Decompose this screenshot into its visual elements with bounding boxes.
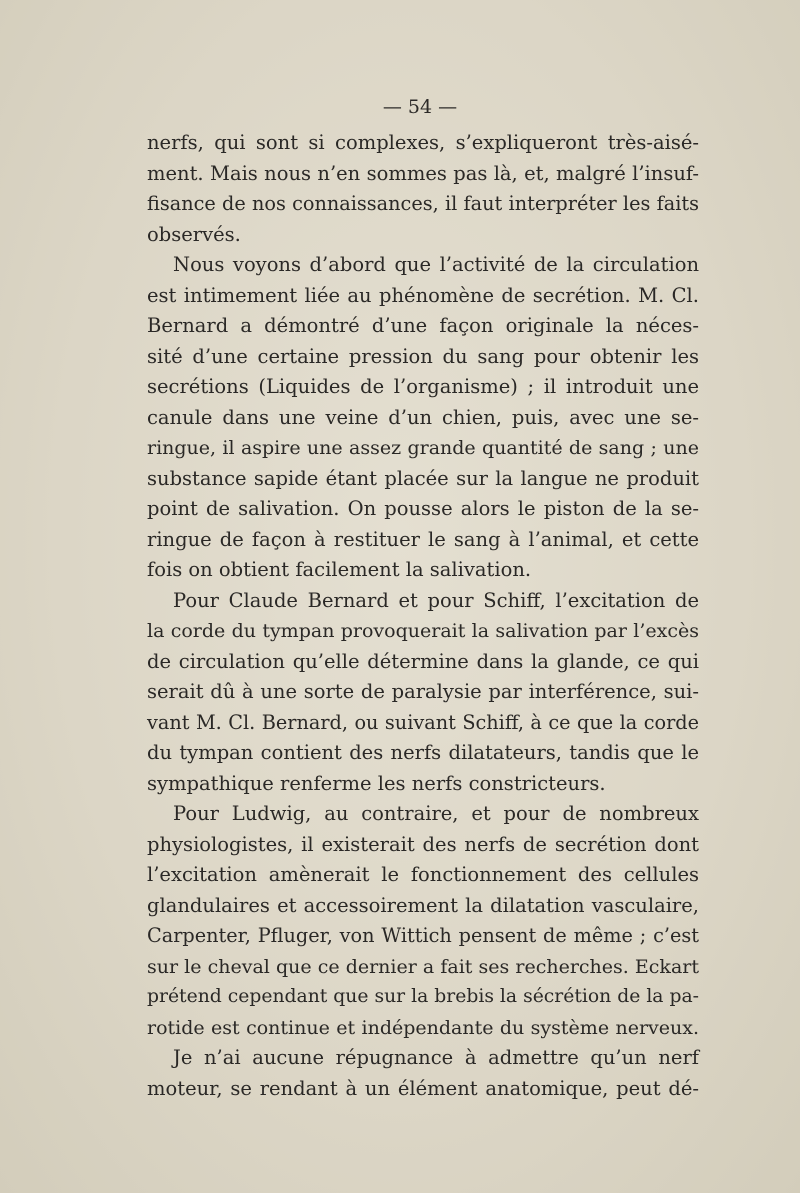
text-line: rotide est continue et indépendante du système nerveux. [147, 1016, 699, 1039]
text-line: nerfs, qui sont si complexes, s’expliqueront très-aisé- [147, 131, 699, 154]
text-line: Je n’ai aucune répugnance à admettre qu’un nerf [173, 1046, 699, 1069]
text-line: fisance de nos connaissances, il faut interpréter les faits [147, 192, 699, 215]
text-line: est intimement liée au phénomène de secrétion. M. Cl. [147, 283, 699, 307]
text-line: vant M. Cl. Bernard, ou suivant Schiff, à ce que la corde [147, 710, 699, 734]
text-line: secrétions (Liquides de l’organisme) ; il introduit une [147, 375, 699, 398]
text-line: ringue de façon à restituer le sang à l’animal, et cette [147, 527, 699, 551]
text-line: point de salivation. On pousse alors le piston de la se- [147, 497, 699, 520]
text-line: Pour Claude Bernard et pour Schiff, l’excitation de [173, 588, 699, 612]
text-line: observés. [147, 222, 241, 246]
paragraph [147, 586, 699, 800]
text-line: prétend cependant que sur la brebis la sécrétion de la pa- [147, 986, 699, 1007]
text-line: Nous voyons d’abord que l’activité de la circulation [173, 253, 699, 276]
text-line: de circulation qu’elle détermine dans la glande, ce qui [147, 649, 699, 673]
text-line: fois on obtient facilement la salivation. [147, 558, 532, 581]
text-line: ment. Mais nous n’en sommes pas là, et, malgré l’insuf- [147, 161, 699, 185]
text-line: sité d’une certaine pression du sang pour obtenir les [147, 344, 699, 368]
text-line: Bernard a démontré d’une façon originale la néces- [147, 314, 699, 337]
paragraph [147, 799, 699, 1043]
text-line: canule dans une veine d’un chien, puis, avec une se- [147, 405, 699, 429]
text-line: sympathique renferme les nerfs constricteurs. [147, 771, 606, 795]
text-line: physiologistes, il existerait des nerfs de secrétion dont [147, 832, 699, 856]
text-line: Pour Ludwig, au contraire, et pour de nombreux [173, 802, 699, 825]
text-line: la corde du tympan provoquerait la salivation par l’excès [147, 620, 699, 642]
text-line: glandulaires et accessoirement la dilatation vasculaire, [147, 893, 699, 917]
text-line: substance sapide étant placée sur la langue ne produit [147, 466, 699, 490]
body-text [147, 128, 699, 1104]
page-number: — 54 — [382, 96, 458, 118]
text-line: ringue, il aspire une assez grande quantité de sang ; une [147, 437, 699, 459]
paragraph [147, 250, 699, 586]
text-line: sur le cheval que ce dernier a fait ses recherches. Eckart [147, 955, 699, 978]
text-line: serait dû à une sorte de paralysie par interférence, sui- [147, 680, 699, 703]
text-line: Carpenter, Pfluger, von Wittich pensent de même ; c’est [147, 924, 699, 947]
text-line: l’excitation amènerait le fonctionnement des cellules [147, 863, 699, 886]
paragraph [147, 128, 699, 250]
text-line: moteur, se rendant à un élément anatomique, peut dé- [147, 1076, 699, 1100]
text-line: du tympan contient des nerfs dilatateurs, tandis que le [147, 741, 699, 764]
paragraph [147, 1043, 699, 1104]
